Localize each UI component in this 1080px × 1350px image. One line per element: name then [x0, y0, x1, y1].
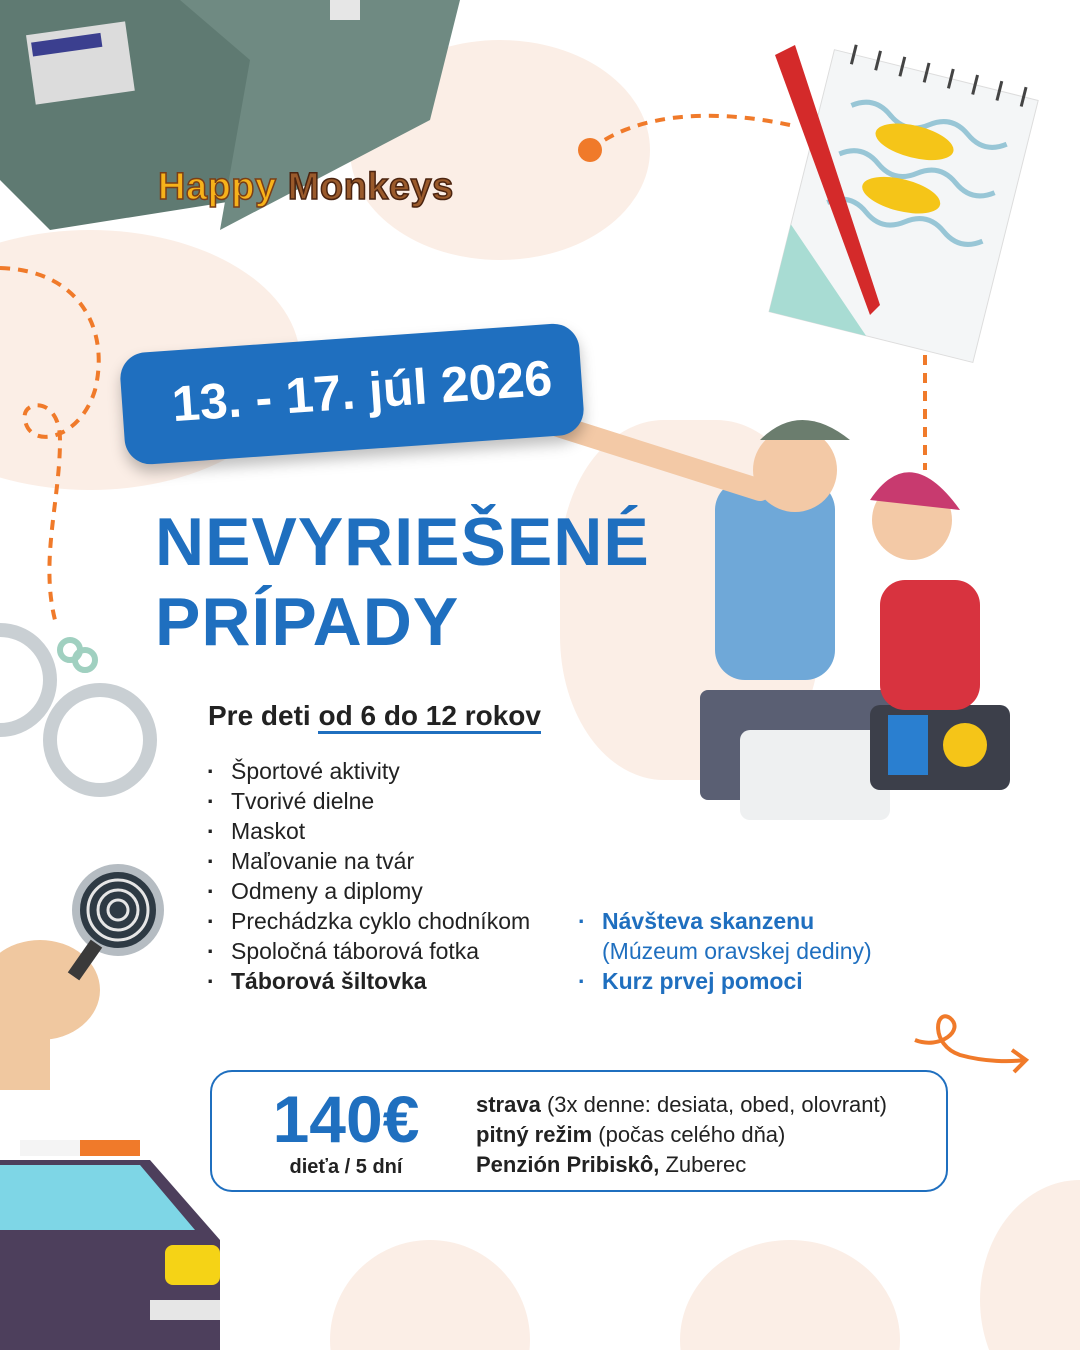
dashed-path	[0, 268, 99, 620]
happy-monkeys-logo	[158, 166, 454, 209]
notebook-illustration	[769, 40, 1041, 362]
price: 140€	[272, 1082, 420, 1156]
logo-word-monkeys: Monkeys	[287, 166, 454, 208]
event-title-line-1: NEVYRIEŠENÉ	[155, 504, 650, 580]
highlight-title: Návšteva skanzenu	[602, 908, 815, 934]
list-item: · Športové aktivity	[205, 756, 530, 786]
activities-list	[205, 756, 530, 996]
list-item: · Maskot	[205, 816, 530, 846]
price-unit: dieťa / 5 dní	[289, 1156, 403, 1178]
list-item: · Spoločná táborová fotka	[205, 936, 530, 966]
list-item	[576, 906, 872, 966]
audience-age-range: od 6 do 12 rokov	[318, 700, 541, 734]
included-drinks: pitný režim (počas celého dňa)	[476, 1122, 786, 1147]
magnifier-illustration	[0, 868, 160, 1090]
handcuffs-illustration	[0, 630, 150, 790]
list-item: · Odmeny a diplomy	[205, 876, 530, 906]
highlights-list	[576, 906, 872, 996]
price-details	[476, 1090, 887, 1180]
list-item: · Táborová šiltovka	[205, 966, 530, 996]
path-dot	[578, 138, 602, 162]
police-car-illustration	[0, 1140, 220, 1350]
dashed-path	[590, 116, 790, 150]
included-meals: strava (3x denne: desiata, obed, olovrant)	[476, 1092, 887, 1117]
list-item: · Tvorivé dielne	[205, 786, 530, 816]
swirl-arrow	[915, 1016, 1025, 1061]
list-item: · Kurz prvej pomoci	[576, 966, 872, 996]
event-title-line-2: PRÍPADY	[155, 584, 460, 660]
highlight-subtitle: (Múzeum oravskej dediny)	[602, 938, 872, 964]
kids-illustration	[555, 420, 1010, 820]
audience-line	[208, 700, 541, 732]
audience-prefix: Pre deti	[208, 700, 311, 731]
list-item: · Prechádzka cyklo chodníkom	[205, 906, 530, 936]
venue: Penzión Pribiskô, Zuberec	[476, 1152, 747, 1177]
list-item: · Maľovanie na tvár	[205, 846, 530, 876]
logo-word-happy: Happy	[158, 166, 277, 208]
event-date: 13. - 17. júl 2026	[170, 349, 554, 433]
